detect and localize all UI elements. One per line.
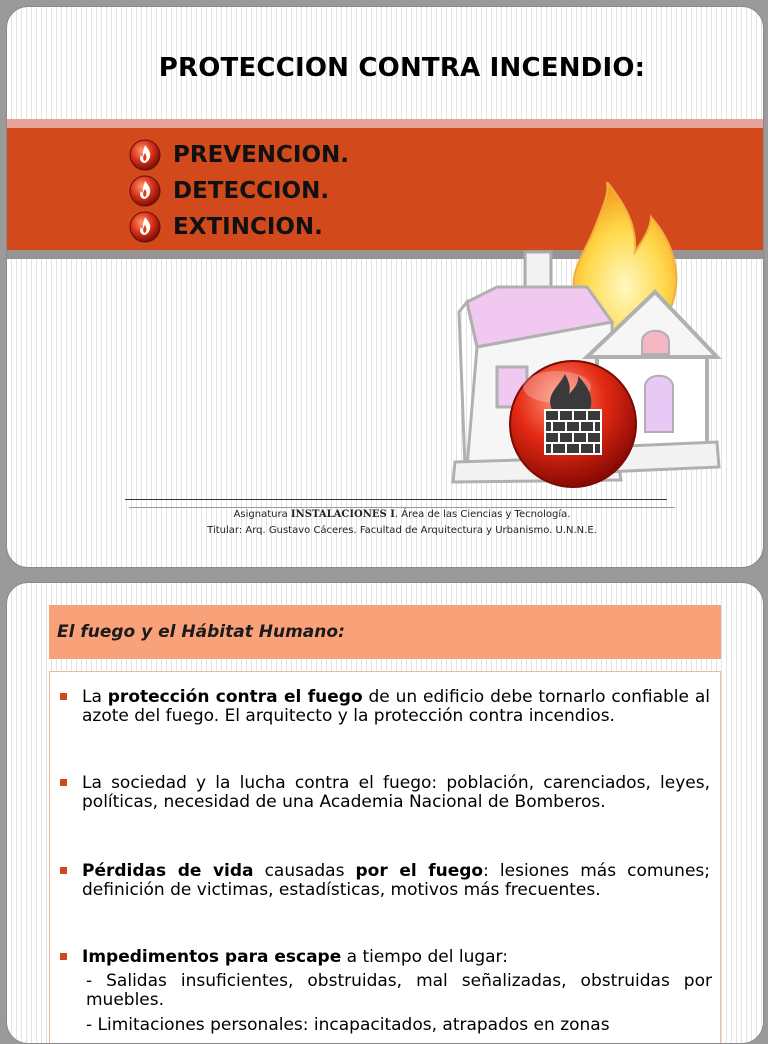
- burning-house-firewall-icon: [437, 182, 727, 492]
- sub-item: [86, 1016, 712, 1035]
- item-bold: por el fuego: [355, 861, 484, 881]
- credits-line-1: [7, 507, 764, 523]
- credits-prefix: Asignatura: [233, 509, 291, 520]
- item-bold: protección contra el fuego: [107, 687, 363, 707]
- item-text: a tiempo del lugar:: [341, 947, 508, 967]
- pink-strip: [7, 119, 763, 128]
- item-bold: Impedimentos para escape: [82, 947, 342, 967]
- topic-label: PREVENCION.: [173, 142, 350, 168]
- topic-item: [129, 173, 349, 209]
- title-slide: [6, 6, 764, 568]
- item-bold: Pérdidas de vida: [82, 861, 254, 881]
- topic-label: DETECCION.: [173, 178, 330, 204]
- credits-line-2: Titular: Arq. Gustavo Cáceres. Facultad de Arquitectura y Urbanismo. U.N.N.E.: [207, 525, 597, 536]
- flame-ball-icon: [129, 139, 161, 171]
- slide-title: PROTECCION CONTRA INCENDIO:: [158, 53, 646, 83]
- course-name: INSTALACIONES I: [290, 509, 395, 520]
- credits-suffix: . Área de las Ciencias y Tecnología.: [394, 509, 571, 520]
- item-text: : lesiones más comunes; definición de victimas, estadísticas, motivos más frecuentes.: [82, 861, 710, 900]
- item-text: La: [82, 687, 108, 707]
- content-slide: [6, 582, 764, 1044]
- sub-item: [86, 972, 712, 1010]
- topic-list: [129, 137, 349, 245]
- credits: [7, 507, 764, 539]
- topic-item: [129, 137, 349, 173]
- list-item: [82, 774, 710, 812]
- item-text: - Limitaciones personales: incapacitados, atrapados en zonas: [86, 1015, 610, 1035]
- list-item: [82, 948, 710, 967]
- list-item: [82, 688, 710, 726]
- section-title: El fuego y el Hábitat Humano:: [57, 622, 345, 642]
- topic-item: [129, 209, 349, 245]
- item-text: causadas: [253, 861, 356, 881]
- content-box: [49, 671, 721, 1044]
- flame-ball-icon: [129, 211, 161, 243]
- item-text: La sociedad y la lucha contra el fuego: población, carenciados, leyes, políticas, necesidad de una Academia Nacional de Bomberos.: [82, 773, 710, 812]
- section-header: [49, 605, 721, 659]
- divider: [125, 499, 667, 500]
- topic-label: EXTINCION.: [173, 214, 323, 240]
- item-text: de un edificio debe tornarlo confiable al azote del fuego. El arquitecto y la protección contra incendios.: [82, 687, 710, 726]
- list-item: [82, 862, 710, 900]
- flame-ball-icon: [129, 175, 161, 207]
- item-text: - Salidas insuficientes, obstruidas, mal señalizadas, obstruidas por muebles.: [86, 971, 712, 1010]
